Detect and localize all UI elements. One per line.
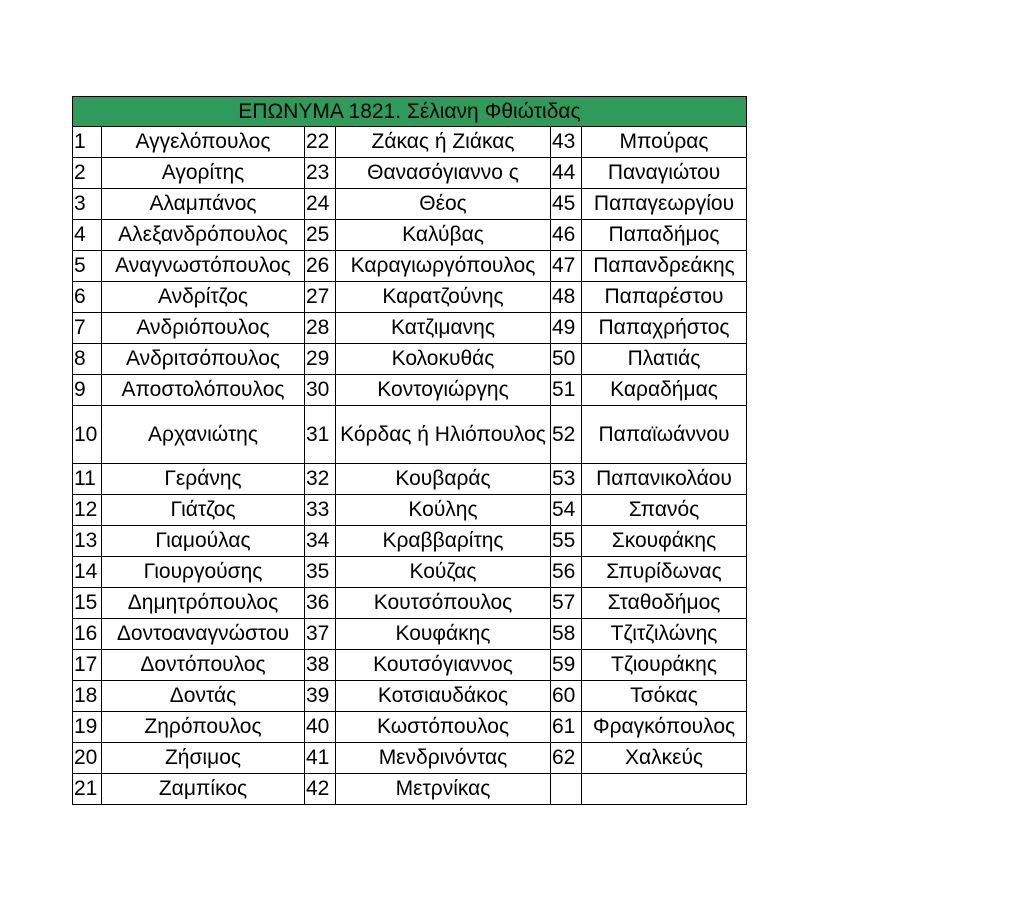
surname-cell: Κουβαράς [336,464,551,495]
surname-cell: Αγγελόπουλος [102,127,305,158]
row-number-cell: 10 [73,406,102,464]
row-number-cell: 11 [73,464,102,495]
table-row [73,743,747,774]
surname-cell: Παπαχρήστος [582,313,747,344]
row-number-cell: 36 [305,588,336,619]
surname-cell: Παπαϊωάννου [582,406,747,464]
surname-cell: Ανδριόπουλος [102,313,305,344]
row-number-cell: 35 [305,557,336,588]
row-number-cell: 49 [551,313,582,344]
surname-cell: Αγορίτης [102,158,305,189]
row-number-cell: 53 [551,464,582,495]
table-row [73,189,747,220]
surname-cell: Πλατιάς [582,344,747,375]
surname-cell: Σπυρίδωνας [582,557,747,588]
surname-cell: Θέος [336,189,551,220]
row-number-cell: 51 [551,375,582,406]
row-number-cell: 14 [73,557,102,588]
row-number-cell: 32 [305,464,336,495]
row-number-cell: 40 [305,712,336,743]
surname-cell: Φραγκόπουλος [582,712,747,743]
surname-cell: Κοτσιαυδάκος [336,681,551,712]
surname-cell: Γεράνης [102,464,305,495]
surname-cell: Ζάκας ή Ζιάκας [336,127,551,158]
row-number-cell: 38 [305,650,336,681]
row-number-cell: 41 [305,743,336,774]
table-row [73,588,747,619]
table-row [73,774,747,805]
table-row [73,375,747,406]
surname-cell: Μενδρινόντας [336,743,551,774]
surname-cell: Αναγνωστόπουλος [102,251,305,282]
surname-cell: Ανδρίτζος [102,282,305,313]
row-number-cell: 6 [73,282,102,313]
table-row [73,557,747,588]
table-row [73,158,747,189]
row-number-cell: 61 [551,712,582,743]
surname-cell: Ζήσιμος [102,743,305,774]
surname-cell: Ζηρόπουλος [102,712,305,743]
table-row [73,681,747,712]
row-number-cell: 18 [73,681,102,712]
table-row [73,712,747,743]
surname-cell: Ζαμπίκος [102,774,305,805]
row-number-cell: 1 [73,127,102,158]
table-title: ΕΠΩΝΥΜΑ 1821. Σέλιανη Φθιώτιδας [73,97,747,127]
row-number-cell: 5 [73,251,102,282]
row-number-cell: 37 [305,619,336,650]
table-row [73,464,747,495]
surname-cell: Μετρνίκας [336,774,551,805]
row-number-cell: 42 [305,774,336,805]
surname-cell: Αλαμπάνος [102,189,305,220]
surname-cell: Παπανικολάου [582,464,747,495]
row-number-cell: 12 [73,495,102,526]
row-number-cell: 46 [551,220,582,251]
surname-cell: Αλεξανδρόπουλος [102,220,305,251]
surname-cell: Ανδριτσόπουλος [102,344,305,375]
table-row [73,127,747,158]
row-number-cell: 23 [305,158,336,189]
row-number-cell: 22 [305,127,336,158]
surname-cell: Κουφάκης [336,619,551,650]
row-number-cell: 43 [551,127,582,158]
surnames-table-body [73,97,747,805]
row-number-cell: 59 [551,650,582,681]
row-number-cell: 4 [73,220,102,251]
surname-cell: Δοντοαναγνώστου [102,619,305,650]
row-number-cell: 27 [305,282,336,313]
surname-cell: Σταθοδήμος [582,588,747,619]
surname-cell: Κουτσόγιαννος [336,650,551,681]
row-number-cell: 56 [551,557,582,588]
row-number-cell: 7 [73,313,102,344]
table-row [73,495,747,526]
table-row [73,313,747,344]
surname-cell: Τσόκας [582,681,747,712]
row-number-cell: 17 [73,650,102,681]
table-row [73,650,747,681]
surname-cell: Σκουφάκης [582,526,747,557]
row-number-cell: 30 [305,375,336,406]
row-number-cell: 52 [551,406,582,464]
surname-cell: Τζιουράκης [582,650,747,681]
surname-cell: Χαλκεύς [582,743,747,774]
row-number-cell: 2 [73,158,102,189]
row-number-cell: 48 [551,282,582,313]
row-number-cell: 15 [73,588,102,619]
row-number-cell: 50 [551,344,582,375]
row-number-cell: 60 [551,681,582,712]
table-row [73,526,747,557]
surname-cell: Γιαμούλας [102,526,305,557]
surname-cell: Τζιτζιλώνης [582,619,747,650]
surname-cell: Αποστολόπουλος [102,375,305,406]
surname-cell: Θανασόγιαννο ς [336,158,551,189]
surname-cell: Αρχανιώτης [102,406,305,464]
row-number-cell: 20 [73,743,102,774]
row-number-cell: 54 [551,495,582,526]
surname-cell: Παπαδήμος [582,220,747,251]
row-number-cell: 28 [305,313,336,344]
row-number-cell: 39 [305,681,336,712]
table-row [73,344,747,375]
table-row [73,251,747,282]
surname-cell: Κούζας [336,557,551,588]
row-number-cell: 16 [73,619,102,650]
surname-cell: Καραδήμας [582,375,747,406]
row-number-cell: 21 [73,774,102,805]
surname-cell: Δοντάς [102,681,305,712]
surname-cell: Παπαγεωργίου [582,189,747,220]
row-number-cell: 34 [305,526,336,557]
row-number-cell: 26 [305,251,336,282]
surname-cell: Κοντογιώργης [336,375,551,406]
surname-cell: Παναγιώτου [582,158,747,189]
row-number-cell: 55 [551,526,582,557]
row-number-cell [551,774,582,805]
row-number-cell: 13 [73,526,102,557]
surname-cell: Κραββαρίτης [336,526,551,557]
surname-cell: Γιουργούσης [102,557,305,588]
row-number-cell: 57 [551,588,582,619]
row-number-cell: 47 [551,251,582,282]
surname-cell: Καλύβας [336,220,551,251]
surname-cell: Κόρδας ή Ηλιόπουλος [336,406,551,464]
table-row [73,282,747,313]
surname-cell: Καραγιωργόπουλος [336,251,551,282]
row-number-cell: 19 [73,712,102,743]
surname-cell: Παπανδρεάκης [582,251,747,282]
surname-cell: Κατζιμανης [336,313,551,344]
row-number-cell: 24 [305,189,336,220]
surname-cell: Δημητρόπουλος [102,588,305,619]
row-number-cell: 3 [73,189,102,220]
row-number-cell: 8 [73,344,102,375]
surname-cell: Κολοκυθάς [336,344,551,375]
row-number-cell: 58 [551,619,582,650]
table-row [73,619,747,650]
surname-cell: Παπαρέστου [582,282,747,313]
surname-cell: Κωστόπουλος [336,712,551,743]
row-number-cell: 31 [305,406,336,464]
surnames-table [72,96,747,805]
surname-cell: Δοντόπουλος [102,650,305,681]
surname-cell [582,774,747,805]
surname-cell: Κούλης [336,495,551,526]
title-row [73,97,747,127]
row-number-cell: 9 [73,375,102,406]
surname-cell: Καρατζούνης [336,282,551,313]
row-number-cell: 25 [305,220,336,251]
surname-cell: Γιάτζος [102,495,305,526]
surname-cell: Σπανός [582,495,747,526]
row-number-cell: 29 [305,344,336,375]
surname-cell: Μπούρας [582,127,747,158]
surname-cell: Κουτσόπουλος [336,588,551,619]
table-row [73,406,747,464]
row-number-cell: 33 [305,495,336,526]
row-number-cell: 44 [551,158,582,189]
row-number-cell: 62 [551,743,582,774]
table-row [73,220,747,251]
row-number-cell: 45 [551,189,582,220]
